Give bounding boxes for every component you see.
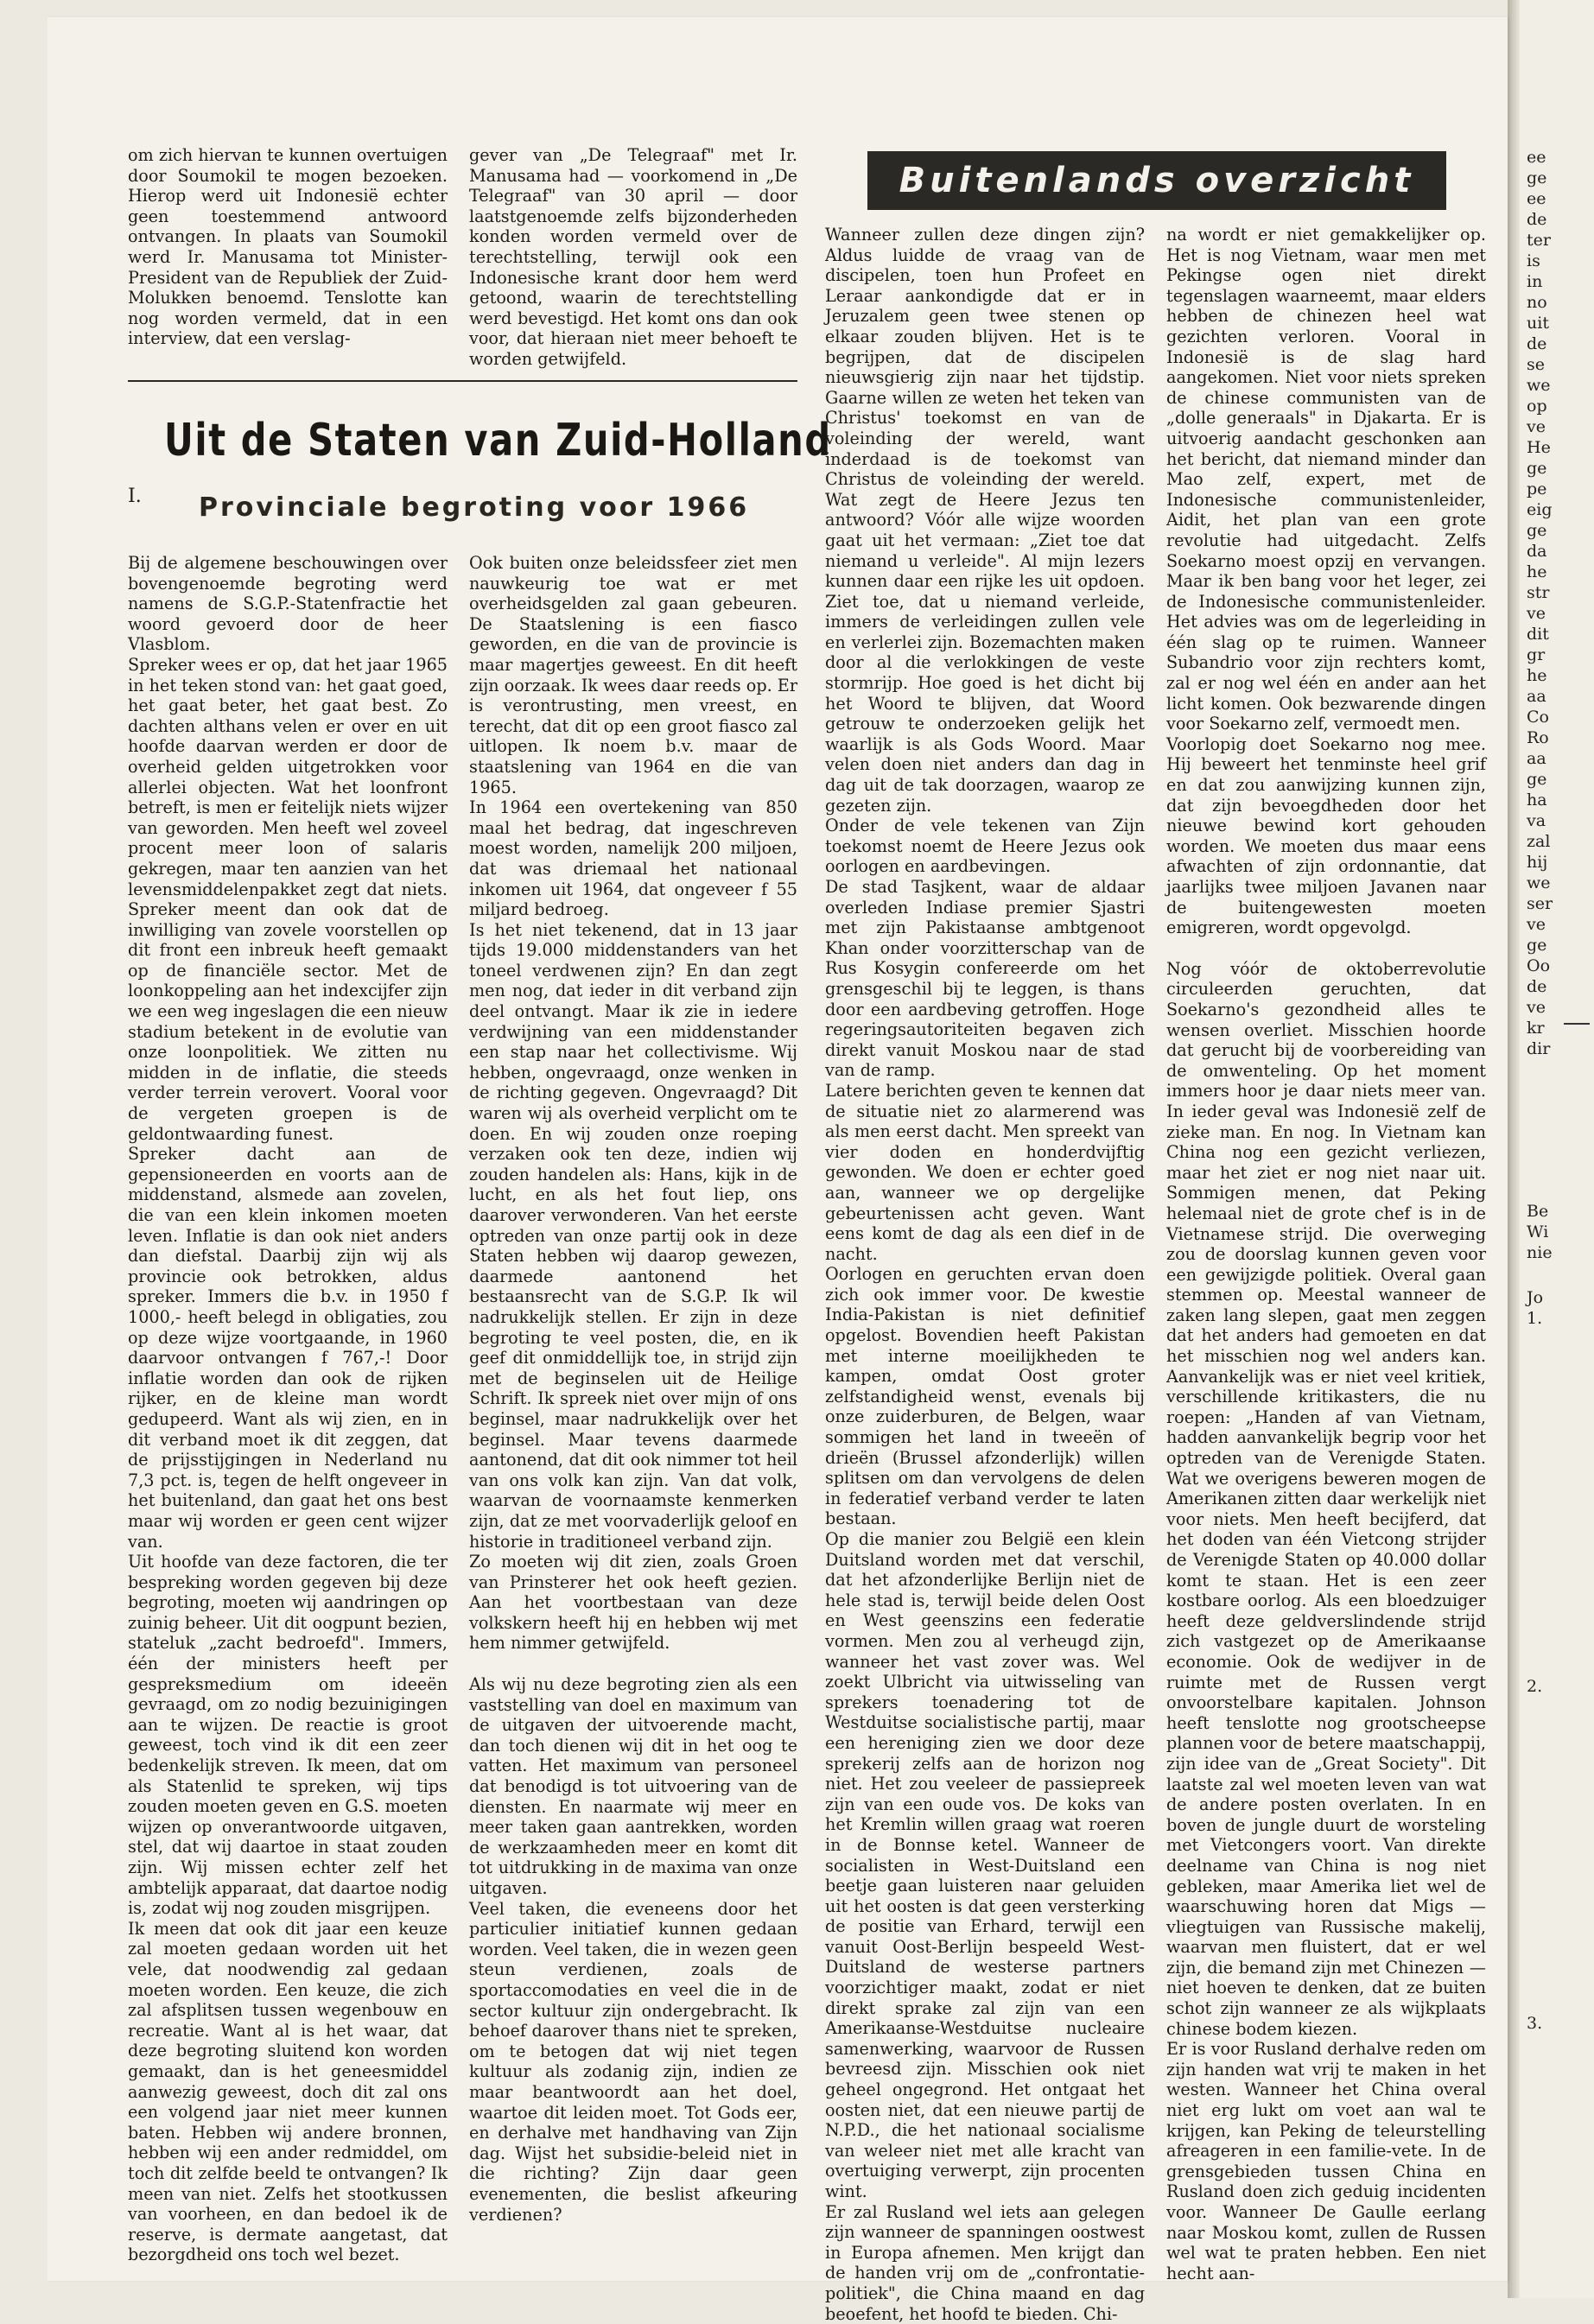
headline: Uit de Staten van Zuid-Holland — [164, 415, 832, 467]
paragraph: Ik meen dat ook dit jaar een keuze zal moeten gedaan worden uit het vele, dat noodwendig zal gedaan moeten worden. Een keuze, die zich zal afsplitsen tussen wegenbouw en recreatie. Want al is het waar, dat deze begroting sluitend kon worden gemaakt, dan is het geneesmiddel aanwezig geweest, doch dit zal ons een volgend jaar niet meer kunnen baten. Hebben wij andere bronnen, hebben wij een ander redmiddel, om toch dit zelfde beeld te ontvangen? Ik meen van niet. Zelfs het stootkussen van voorheen, en dan bedoel ik de reserve, is dermate aangetast, dat bezorgdheid ons toch wel bezet. — [128, 1918, 448, 2265]
fragment: he — [1527, 666, 1547, 685]
fragment: we — [1527, 376, 1551, 395]
fragment: pe — [1527, 479, 1547, 498]
fragment: ge — [1527, 936, 1547, 955]
fragment: hij — [1527, 853, 1548, 872]
subheadline: Provinciale begroting voor 1966 — [199, 492, 750, 523]
fragment: ve — [1527, 915, 1546, 934]
top-middle-column — [469, 145, 797, 370]
fragment: ge — [1527, 521, 1547, 540]
paragraph: Nog vóór de oktoberrevolutie circuleerden geruchten, dat Soekarno's gezondheid alles te wensen overliet. Misschien hoorde dat gerucht bij de voorbereiding van de omwenteling. Op het moment immers hoor je daar niets meer van. In ieder geval was Indonesië zelf de zieke man. En nog. In Vietnam kan China nog een gezicht verliezen, maar het ziet er nog niet naar uit. Sommigen menen, dat Peking helemaal niet de grote chef is in de Vietnamese strijd. Die overweging zou de doorslag kunnen geven voor een gewijzigde politiek. Overal gaan stemmen op. Meestal wanneer de zaken lang slepen, gaat men zeggen dat het anders had gemoeten en dat het misschien nog wel anders kan. Aanvankelijk was er niet veel kritiek, verschillende kritikasters, die nu roepen: „Handen af van Vietnam, hadden aanvankelijk begrip voor het optreden van de Verenigde Staten. Wat we overigens beweren mogen de Amerikanen zitten daar werkelijk niet voor niets. Men heeft becijferd, dat het doden van één Vietcong strijder de Verenigde Staten op 40.000 dollar komt te staan. Het is een zeer kostbare oorlog. Als een bloedzuiger heeft deze geldverslindende strijd zich vastgezet op de Amerikaanse economie. Ook de wedijver in de ruimte met de Russen vergt onvoorstelbare kapitalen. Johnson heeft tenslotte nog grootscheepse plannen voor de betere maatschappij, zijn idee van de „Great Society". Dit laatste zal wel moeten leven van wat de andere posten overlaten. In en boven de jungle duurt de worsteling met Vietcongers voort. Van direkte deelname van China is nog niet gebleken, maar Amerika liet wel de waarschuwing horen dat Migs — vliegtuigen van Russische makelij, waarvan men fluistert, dat er wel zijn, die bemand zijn met Chinezen — niet hoeven te denken, dat ze buiten schot zijn wanneer ze als wijkplaats chinese bodem kiezen. — [1166, 958, 1486, 2039]
paragraph: Er is voor Rusland derhalve reden om zijn handen wat vrij te maken in het westen. Wanneer het China overal niet erg lukt om voet aan wal te krijgen, kan Peking de teleurstelling afreageren in een familie-vete. In de grensgebieden tussen China en Rusland doen zich geduig incidenten voor. Wanneer De Gaulle eerlang naar Moskou komt, zullen de Russen wel wat te praten hebben. Een niet hecht aan- — [1166, 2039, 1486, 2283]
next-page-edge — [1520, 0, 1594, 2298]
paragraph: In 1964 een overtekening van 850 maal het bedrag, dat ingeschreven moest worden, namelijk 200 miljoen, dat was driemaal het nationaal inkomen uit 1964, dat ongeveer f 55 miljard bedroeg. — [469, 797, 797, 920]
paragraph: Is het niet tekenend, dat in 13 jaar tijds 19.000 middenstanders van het toneel verdwenen zijn? En dan zegt men nog, dat ieder in dit verband zijn deel ontvangt. Maar ik zie in iedere verdwijning van een middenstander een stap naar het collectivisme. Wij hebben, ongevraagd, onze wenken in de richting gegeven. Ongevraagd? Dit waren wij als overheid verplicht om te doen. En wij zouden onze roeping verzaken ook ten deze, indien wij zouden handelen als: Hans, kijk in de lucht, en als het fout liep, ons daarover verwonderen. Van het eerste optreden van onze partij ook in deze Staten hebben wij daarop gewezen, daarmede aantonend het bestaansrecht van de S.G.P. Ik wil nadrukkelijk stellen. Er zijn in deze begroting te veel posten, die, en ik geef dit onmiddellijk toe, in strijd zijn met de beginselen uit de Heilige Schrift. Ik spreek niet over mijn of ons beginsel, maar nadrukkelijk over het beginsel. Maar tevens daarmede aantonend, dat dit ook nimmer tot heil van ons volk kan zijn. Van dat volk, waarvan de voornaamste kenmerken zijn, dat ze met voorvaderlijk geloof en historie in traditioneel verband zijn. — [469, 919, 797, 1552]
paragraph: Er zal Rusland wel iets aan gelegen zijn wanneer de spanningen oostwest in Europa afnemen. Men krijgt dan de handen vrij om de „confrontatie-politiek", die China maand en dag beoefent, het hoofd te bieden. Chi- — [825, 2201, 1145, 2324]
paragraph: Spreker dacht aan de gepensioneerden en voorts aan de middenstand, alsmede aan zovelen, die van een klein inkomen moeten leven. Inflatie is dan ook niet anders dan diefstal. Daarbij zijn wij als provincie ook betrokken, aldus spreker. Immers die b.v. in 1950 f 1000,- heeft belegd in obligaties, zou op deze wijze voortgaande, in 1960 daarvoor ontvangen f 767,-! Door inflatie worden dan ook de rijken rijker, en de kleine man wordt gedupeerd. Want als wij zien, en in dit verband moet ik dit zeggen, dat de prijsstijgingen in Nederland nu 7,3 pct. is, tegen de helft ongeveer in het buitenland, dan gaat het ons best maar wij worden er geen cent wijzer van. — [128, 1144, 448, 1552]
paragraph: Voorlopig doet Soekarno nog mee. Hij beweert het tenminste heel grif en dat zou aanwijzing kunnen zijn, dat zijn bevoegdheden door het nieuwe bewind kort gehouden worden. We moeten dus maar eens afwachten of zijn ordonnantie, dat jaarlijks twee miljoen Javanen naar de buitengewesten moeten emigreren, wordt opgevolgd. — [1166, 733, 1486, 938]
paragraph: Uit hoofde van deze factoren, die ter bespreking worden gegeven bij deze begroting, moeten wij aandringen op zuinig beheer. Uit dit oogpunt bezien, stateluk „zacht bedroefd". Immers, één der ministers heeft per gespreksmedium om ideeën gevraagd, om zo nodig bezuinigingen aan te wijzen. De reactie is groot geweest, toch vind ik dit een zeer bedenkelijk streven. Ik meen, dat om als Statenlid te spreken, wij tips zouden moeten geven en G.S. moeten wijzen op onverantwoorde uitgaven, stel, dat wij daartoe in staat zouden zijn. Wij missen echter zelf het ambtelijk apparaat, dat daartoe nodig is, zodat wij nog zouden misgrijpen. — [128, 1552, 448, 1919]
fragment: de — [1527, 334, 1547, 353]
fragment: Be — [1527, 1202, 1549, 1221]
fragment: 1. — [1527, 1309, 1543, 1328]
fragment: ge — [1527, 168, 1547, 187]
fragment: dit — [1527, 625, 1549, 644]
fragment: ee — [1527, 189, 1546, 208]
fragment: ve — [1527, 998, 1546, 1017]
fragment: de — [1527, 210, 1547, 229]
paragraph: Als wij nu deze begroting zien als een vaststelling van doel en maximum van de uitgaven der uitvoerende macht, dan toch dienen wij dit in het oog te vatten. Het maximum van personeel dat benodigd is tot uitvoering van de diensten. En naarmate wij meer en meer taken gaan aantrekken, worden de werkzaamheden meer en komt dit tot uitdrukking in de maxima van onze uitgaven. — [469, 1674, 797, 1898]
paragraph: na wordt er niet gemakkelijker op. Het is nog Vietnam, waar men met Pekingse ogen niet direkt tegenslagen waarneemt, maar elders hebben de chinezen heel wat gezichten verloren. Vooral in Indonesië is de slag hard aangekomen. Niet voor niets spreken de chinese communisten van de „dolle generaals" in Djakarta. Er is uitvoerig aandacht geschonken aan het bericht, dat niemand minder dan Mao zelf, expert, met de Indonesische communistenleider, Aidit, het plan van een grote revolutie had uitgedacht. Zelfs Soekarno moest opzij en vervangen. Maar ik ben bang voor het leger, zei de Indonesische communistenleider. Het advies was om de legerleiding in één slag op te ruimen. Wanneer Subandrio voor zijn rechters komt, zal er nog wel één en ander aan het licht komen. Ook bezwarende dingen voor Soekarno zelf, vermoedt men. — [1166, 225, 1486, 734]
page-gutter — [1508, 0, 1520, 2298]
fragment: Jo — [1527, 1288, 1544, 1307]
section-banner: Buitenlands overzicht — [867, 151, 1446, 210]
fragment: ter — [1527, 231, 1551, 250]
fragment: zal — [1527, 832, 1551, 851]
article-column-1 — [128, 553, 448, 2265]
fragment: ge — [1527, 770, 1547, 789]
overview-column-2 — [1166, 225, 1486, 2283]
fragment: Ro — [1527, 728, 1549, 747]
fragment: dir — [1527, 1039, 1551, 1058]
fragment: ge — [1527, 459, 1547, 478]
paragraph: De stad Tasjkent, waar de aldaar overleden Indiase premier Sjastri met zijn Pakistaanse ambtgenoot Khan onder voorzitterschap van de Rus Kosygin confereerde om het grensgeschil bij te leggen, is thans door een aardbeving getroffen. Hoge regeringsautoriteiten begaven zich direkt vanuit Moskou naar de stad van de ramp. — [825, 877, 1145, 1081]
divider — [1564, 1023, 1590, 1025]
fragment: ve — [1527, 417, 1546, 436]
top-left-column — [128, 145, 448, 349]
fragment: is — [1527, 251, 1540, 270]
paragraph: Wanneer zullen deze dingen zijn? Aldus luidde de vraag van de discipelen, toen hun Profeet en Leraar aankondigde dat er in Jeruzalem geen twee stenen op elkaar zouden blijven. Het is te begrijpen, dat de discipelen nieuwsgierig zijn naar het tijdstip. Gaarne willen ze weten het teken van Christus' toekomst en van de voleinding der wereld, want inderdaad is de toekomst van Christus de voleinding der wereld. Wat zegt de Heere Jezus ten antwoord? Vóór alle wijze woorden gaat uit het vermaan: „Ziet toe dat niemand u verleide". Al mijn lezers kunnen daar een rijke les uit opdoen. Ziet toe, dat u niemand verleide, immers de verleidingen zullen vele en verlerlei zijn. Bozemachten maken door al die verlokkingen de veste stormrijp. Hoe goed is het dicht bij het Woord te blijven, dat Woord getrouw te onderzoeken gelijk het waarlijk is als Gods Woord. Maar velen doen niet anders dan dag in dag uit de tak doorzagen, waarop ze gezeten zijn. — [825, 225, 1145, 816]
paragraph: Ook buiten onze beleidssfeer ziet men nauwkeurig toe wat er met overheidsgelden zal gaan gebeuren. De Staatslening is een fiasco geworden, en die van de provincie is maar magertjes geweest. En dit heeft zijn oorzaak. Ik wees daar reeds op. Er is verontrusting, men vreest, en terecht, dat dit op een groot fiasco zal uitlopen. Ik noem b.v. maar de staatslening van 1964 en die van 1965. — [469, 553, 797, 797]
section-divider — [128, 380, 797, 382]
fragment: de — [1527, 977, 1547, 996]
fragment: he — [1527, 562, 1547, 581]
paragraph: Veel taken, die eveneens door het particulier initiatief kunnen gedaan worden. Veel taken, die in wezen geen steun verdienen, zoals de sportaccomodaties en veel die in de sector kultuur zijn ondergebracht. Ik behoef daarover thans niet te spreken, om te betogen dat wij niet tegen kultuur als zodanig zijn, indien ze maar beantwoordt aan het doel, waartoe dit leiden moet. Tot Gods eer, en derhalve met handhaving van Zijn dag. Wijst het subsidie-beleid niet in die richting? Zijn daar geen evenementen, die beslist afkeuring verdienen? — [469, 1898, 797, 2225]
fragment: uit — [1527, 314, 1549, 333]
paragraph: Latere berichten geven te kennen dat de situatie niet zo alarmerend was als men eerst dacht. Men spreekt van vier doden en honderdvijftig gewonden. We doen er echter goed aan, wanneer we op dergelijke gebeurtenissen acht geven. Want eens komt de dag als een dief in de nacht. — [825, 1080, 1145, 1264]
fragment: gr — [1527, 645, 1546, 664]
fragment: se — [1527, 355, 1545, 374]
fragment: aa — [1527, 687, 1546, 706]
fragment: ha — [1527, 791, 1547, 810]
fragment: op — [1527, 397, 1547, 416]
fragment: ve — [1527, 604, 1546, 623]
paragraph: om zich hiervan te kunnen overtuigen door Soumokil te mogen bezoeken. Hierop werd uit Indonesië echter geen toestemmend antwoord ontvangen. In plaats van Soumokil werd Ir. Manusama tot Minister-President van de Republiek der Zuid-Molukken benoemd. Tenslotte kan nog worden vermeld, dat in een interview, dat een verslag- — [128, 145, 448, 349]
fragment: nie — [1527, 1243, 1553, 1262]
fragment: ser — [1527, 894, 1553, 913]
fragment: Oo — [1527, 956, 1551, 975]
fragment: 3. — [1527, 2014, 1543, 2033]
fragment: aa — [1527, 749, 1546, 768]
paragraph: Op die manier zou België een klein Duitsland worden met dat verschil, dat het afzonderlijke Berlijn niet de hele stad is, terwijl beide delen Oost en West geenszins een federatie vormen. Men zou al verheugd zijn, wanneer het vast zover was. Wel zoekt Ulbricht via uitwisseling van sprekers toenadering tot de Westduitse socialistische partij, maar een hereniging zien we door deze sprekerij zelfs aan de horizon nog niet. Het zou veeleer de passiepreek zijn van een oude vos. De koks van het Kremlin willen graag wat roeren in de Bonnse ketel. Wanneer de socialisten in West-Duitsland een beetje gaan luisteren naar geluiden uit het oosten is dat geen versterking de positie van Erhard, terwijl een vanuit Oost-Berlijn bespeeld West-Duitsland de westerse partners voorzichtiger maakt, zodat er niet direkt sprake zal zijn van een Amerikaanse-Westduitse nucleaire samenwerking, waarvoor de Russen bevreesd zijn. Misschien ook niet geheel ongegrond. Het ontgaat het oosten niet, dat een nieuwe partij de N.P.D., die het nationaal socialisme van weleer niet met alle kracht van overtuiging verwerpt, zijn procenten wint. — [825, 1529, 1145, 2201]
fragment: 2. — [1527, 1677, 1543, 1696]
paragraph: Bij de algemene beschouwingen over bovengenoemde begroting werd namens de S.G.P.-Statenfractie het woord gevoerd door de heer Vlasblom. — [128, 553, 448, 655]
fragment: str — [1527, 583, 1550, 602]
fragment: kr — [1527, 1019, 1545, 1038]
fragment: Wi — [1527, 1222, 1549, 1241]
fragment: no — [1527, 293, 1547, 312]
section-number: I. — [128, 486, 142, 507]
fragment: va — [1527, 811, 1546, 830]
fragment: da — [1527, 542, 1547, 561]
fragment: He — [1527, 438, 1551, 457]
paragraph: Onder de vele tekenen van Zijn toekomst noemt de Heere Jezus ook oorlogen en aardbevingen. — [825, 816, 1145, 877]
fragment: eig — [1527, 500, 1553, 519]
overview-column-1 — [825, 225, 1145, 2324]
paragraph: Zo moeten wij dit zien, zoals Groen van Prinsterer het ook heeft gezien. Aan het voortbestaan van deze volkskern heeft hij en hebben wij met hem nimmer getwijfeld. — [469, 1552, 797, 1654]
fragment: Co — [1527, 708, 1549, 727]
article-column-2 — [469, 553, 797, 2225]
paragraph: gever van „De Telegraaf" met Ir. Manusama had — voorkomend in „De Telegraaf" van 30 april — door laatstgenoemde zelfs bijzonderheden konden worden vermeld over de terechtstelling, terwijl ook een Indonesische krant door hem werd getoond, waarin de terechtstelling werd bevestigd. Het komt ons dan ook voor, dat hieraan niet meer behoeft te worden getwijfeld. — [469, 145, 797, 369]
fragment: in — [1527, 272, 1543, 291]
fragment: we — [1527, 873, 1551, 892]
paragraph: Oorlogen en geruchten ervan doen zich ook immer voor. De kwestie India-Pakistan is niet definitief opgelost. Bovendien heeft Pakistan met interne moeilijkheden te kampen, omdat Oost groter zelfstandigheid wenst, evenals bij onze zuiderburen, de Belgen, waar sommigen het land in tweeën of drieën (Brussel afzonderlijk) willen splitsen om dan vervolgens de delen in federatief verband verder te laten bestaan. — [825, 1264, 1145, 1529]
paragraph: Spreker wees er op, dat het jaar 1965 in het teken stond van: het gaat goed, het gaat beter, het gaat best. Zo dachten althans velen er over en uit hoofde daarvan werden er door de overheid gelden uitgetrokken voor allerlei objecten. Wat het loonfront betreft, is men er feitelijk niets wijzer van geworden. Men heeft wel zoveel procent meer loon of salaris gekregen, maar ten aanzien van het levensmiddelenpakket zegt dat niets. Spreker meent dan ook dat de inwilliging van zovele voorstellen op dit front een inbreuk heeft gemaakt op de financiële sector. Met de loonkoppeling aan het indexcijfer zijn we een weg ingeslagen die een nieuw stadium betekent in de evolutie van onze loonpolitiek. We zitten nu midden in de inflatie, die steeds verder terrein verovert. Vooral voor de vergeten groepen is de geldontwaarding funest. — [128, 654, 448, 1144]
fragment: ee — [1527, 148, 1546, 167]
